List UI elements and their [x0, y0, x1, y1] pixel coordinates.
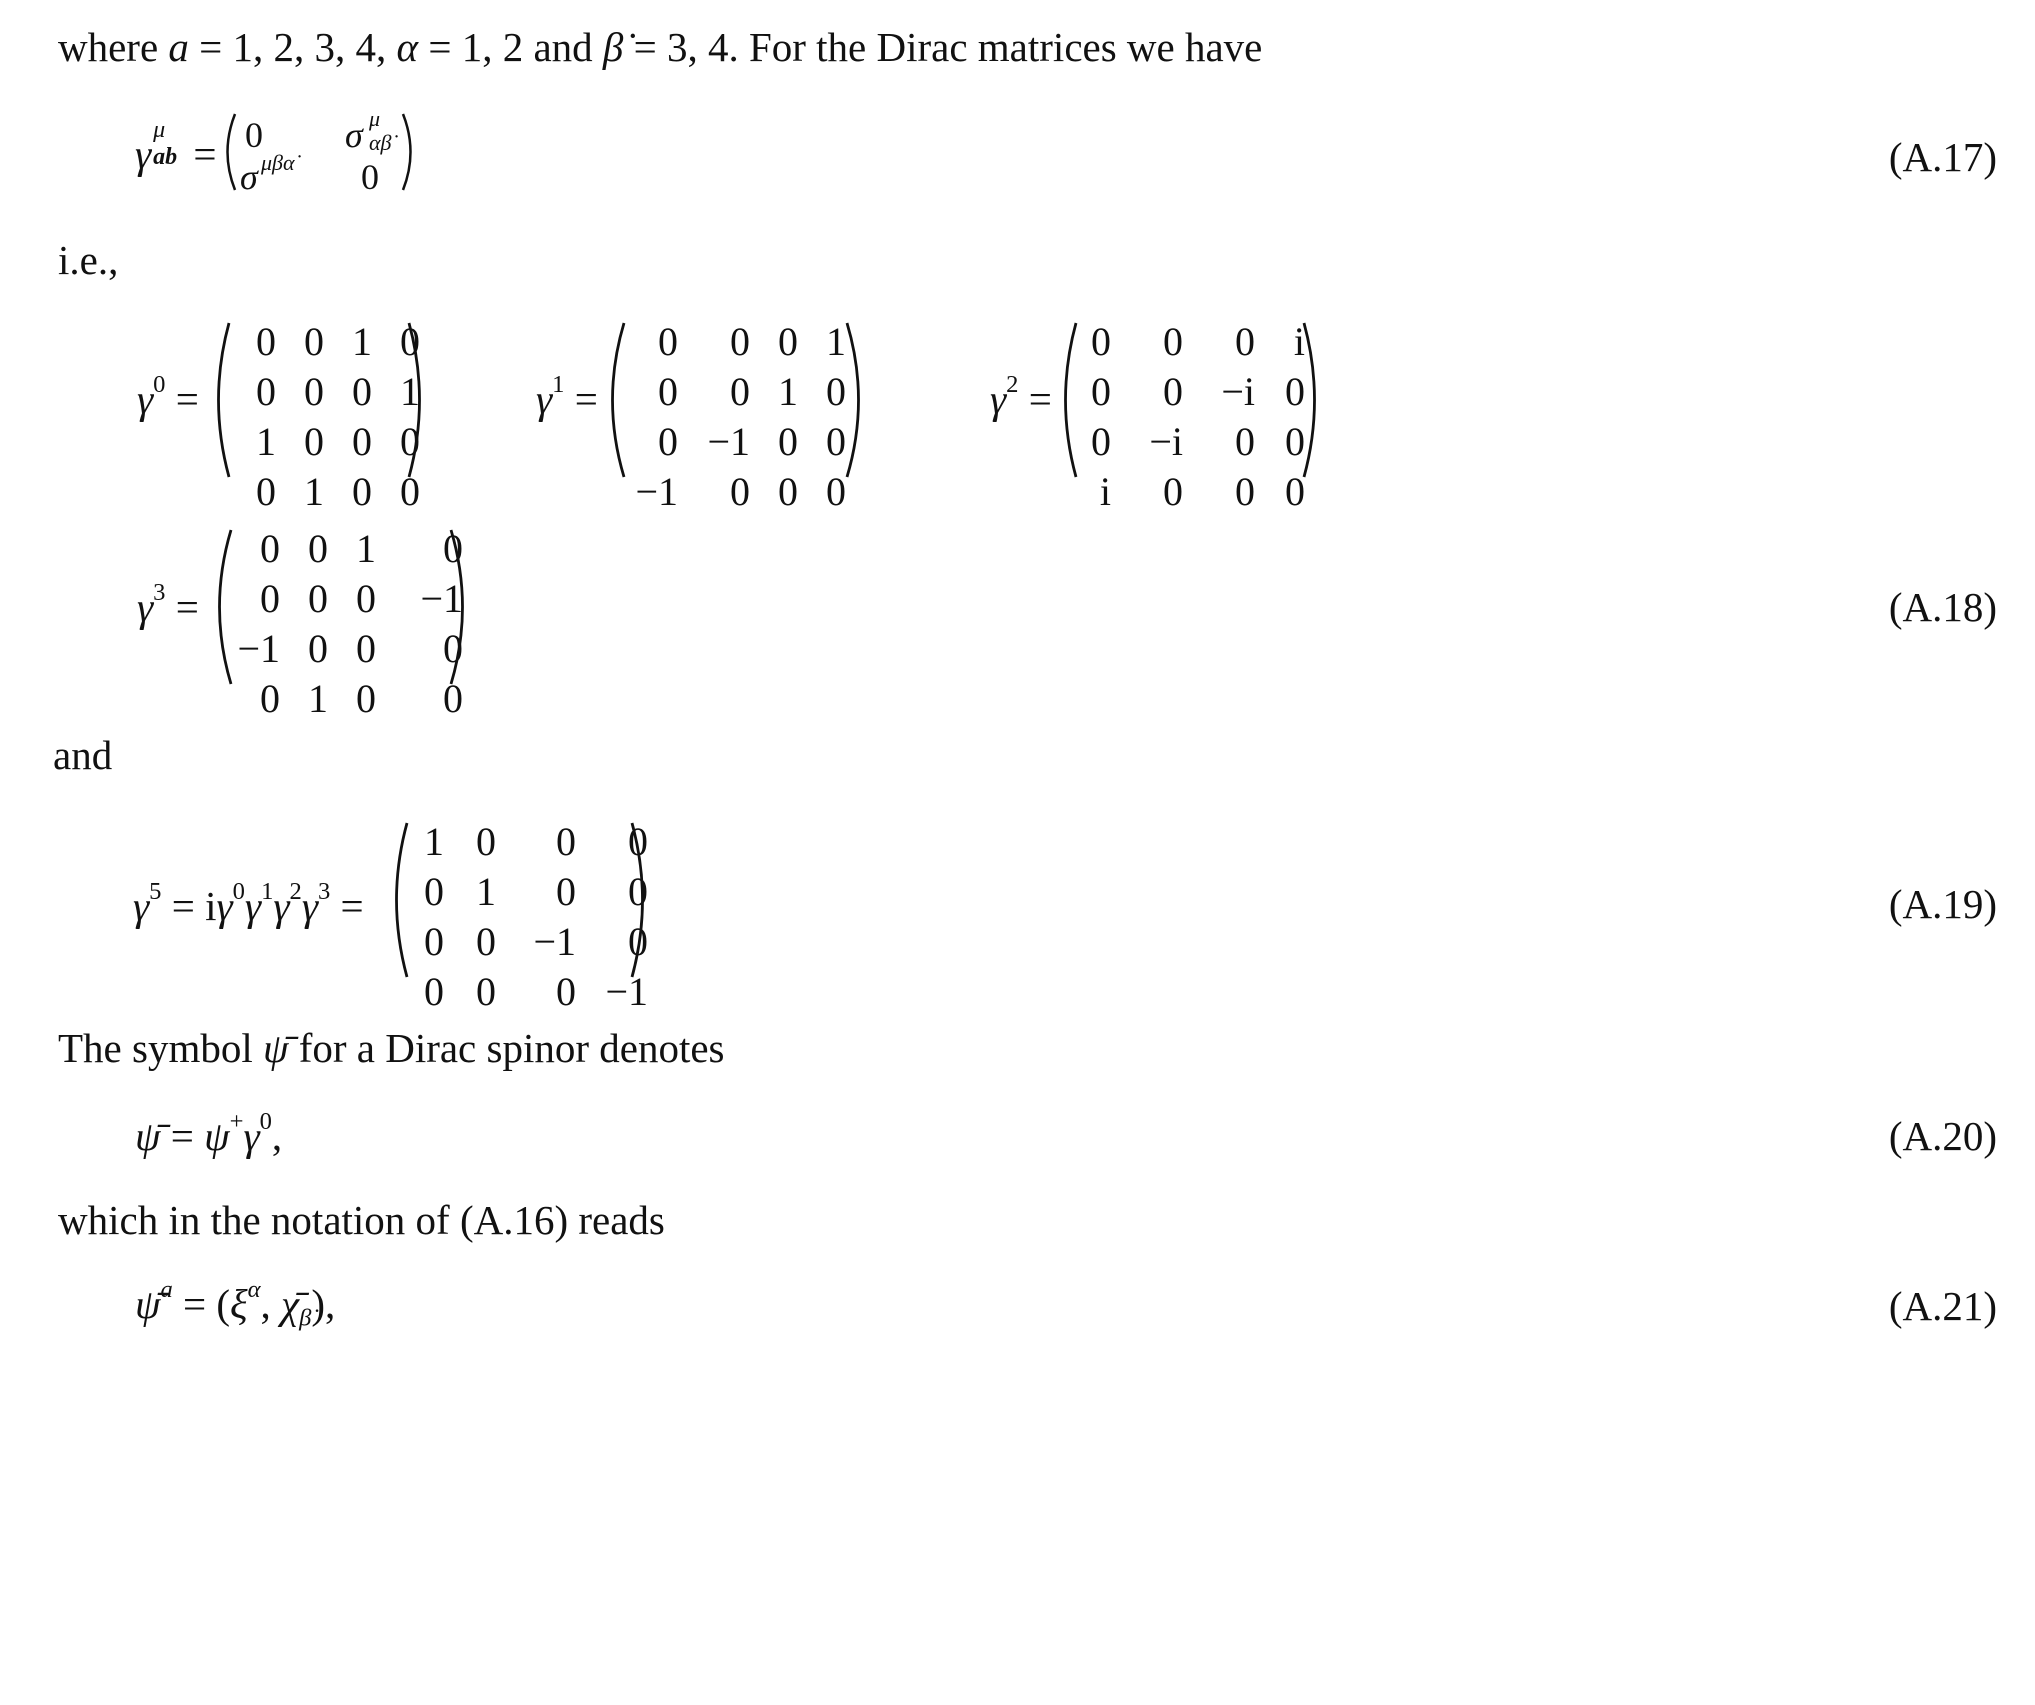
matrix-cell: i [1293, 319, 1305, 364]
matrix-cell: 0 [260, 576, 280, 621]
gamma3-matrix [228, 526, 463, 721]
and-text: and [53, 732, 113, 778]
equation-number-a19: (A.19) [1888, 881, 1997, 927]
matrix-cell: 0 [628, 819, 648, 864]
matrix-cell: 0 [424, 919, 444, 964]
matrix-cell: 0 [628, 919, 648, 964]
ie-text: i.e., [58, 237, 119, 283]
matrix-cell: 0 [1285, 419, 1305, 464]
gamma2-right-paren [1300, 320, 1328, 480]
matrix-cell: 0 [1285, 469, 1305, 514]
matrix-cell: 0 [256, 369, 276, 414]
matrix-cell: 0 [658, 319, 678, 364]
matrix-cell: 1 [400, 369, 420, 414]
matrix-cell: 0 [826, 369, 846, 414]
matrix-cell: i [1099, 469, 1111, 514]
intro-line: where a = 1, 2, 3, 4, α = 1, 2 and β̇ = 3, 4. For the Dirac matrices we have [58, 24, 1263, 70]
matrix-cell: 0 [730, 469, 750, 514]
matrix-cell: 0 [1235, 319, 1255, 364]
matrix-cell: −1 [605, 969, 648, 1014]
gamma1-left-paren [598, 320, 628, 480]
matrix-cell: 1 [826, 319, 846, 364]
equation-a17: γ μ ab = 0 σ μ αβ̇ σ μβα̇ 0 [135, 112, 435, 192]
matrix-cell: 0 [1285, 369, 1305, 414]
gamma2-label: $\gamma^2$ = [990, 371, 1052, 422]
matrix-cell: −i [1149, 419, 1183, 464]
matrix-cell: 0 [556, 969, 576, 1014]
equation-number-a21: (A.21) [1888, 1283, 1997, 1329]
matrix-cell: 0 [260, 676, 280, 721]
matrix-cell: 0 [352, 369, 372, 414]
matrix-cell: 0 [352, 469, 372, 514]
matrix-cell: 0 [304, 419, 324, 464]
matrix-cell: 0 [424, 869, 444, 914]
matrix-cell: 0 [476, 819, 496, 864]
matrix-cell: 0 [304, 319, 324, 364]
matrix-cell: 0 [356, 576, 376, 621]
matrix-cell: 0 [1235, 469, 1255, 514]
matrix-cell: 0 [778, 469, 798, 514]
matrix-cell: 0 [352, 419, 372, 464]
equation-a21: ψ̄$^a$ = ($\xi^\alpha$, $\chī_{\betȧ}$), [135, 1276, 336, 1332]
matrix-cell: 0 [826, 419, 846, 464]
matrix-cell: −1 [420, 576, 463, 621]
matrix-cell: 0 [1163, 319, 1183, 364]
matrix-cell: 0 [556, 869, 576, 914]
matrix-cell: 0 [1091, 369, 1111, 414]
gamma5-matrix [406, 819, 648, 1014]
equation-number-a18: (A.18) [1888, 584, 1997, 630]
equation-number-a20: (A.20) [1888, 1113, 1997, 1159]
matrix-cell: 0 [556, 819, 576, 864]
matrix-cell: 0 [443, 676, 463, 721]
matrix-cell: 0 [628, 869, 648, 914]
matrix-cell: 0 [658, 369, 678, 414]
matrix-cell: 0 [778, 419, 798, 464]
matrix-cell: 0 [308, 526, 328, 571]
matrix-cell: 0 [1091, 419, 1111, 464]
matrix-cell: 1 [256, 419, 276, 464]
matrix-cell: 0 [778, 319, 798, 364]
symbol-text: The symbol ψ̄ for a Dirac spinor denotes [58, 1025, 725, 1071]
equation-a20: ψ̄ = $\psi^+\gamma^0$, [135, 1108, 283, 1159]
equation-number-a17: (A.17) [1888, 134, 1997, 180]
gamma2-matrix [1076, 319, 1305, 514]
matrix-cell: 0 [308, 626, 328, 671]
gamma1-right-paren [843, 320, 873, 480]
matrix-cell: 0 [476, 969, 496, 1014]
gamma3-right-paren [447, 527, 477, 687]
matrix-cell: 0 [1091, 319, 1111, 364]
gamma5-right-paren [628, 820, 656, 980]
matrix-cell: 0 [304, 369, 324, 414]
which-text: which in the notation of (A.16) reads [58, 1197, 665, 1243]
gamma1-matrix [626, 319, 846, 514]
matrix-cell: 0 [256, 469, 276, 514]
matrix-cell: 0 [256, 319, 276, 364]
matrix-cell: 0 [400, 319, 420, 364]
matrix-cell: −1 [707, 419, 750, 464]
matrix-cell: 0 [260, 526, 280, 571]
matrix-cell: 0 [356, 676, 376, 721]
matrix-cell: −i [1221, 369, 1255, 414]
gamma5-label: $\gamma^5 = i\gamma^0\gamma^1\gamma^2\gamma^3$ = [133, 878, 364, 929]
matrix-cell: 0 [826, 469, 846, 514]
matrix-cell: −1 [533, 919, 576, 964]
matrix-cell: 1 [476, 869, 496, 914]
matrix-cell: 1 [308, 676, 328, 721]
matrix-cell: 0 [443, 526, 463, 571]
gamma0-matrix [228, 319, 420, 514]
matrix-cell: 0 [1163, 469, 1183, 514]
matrix-cell: 1 [304, 469, 324, 514]
matrix-cell: 1 [778, 369, 798, 414]
matrix-cell: 0 [308, 576, 328, 621]
matrix-cell: 1 [424, 819, 444, 864]
gamma1-label: $\gamma^1$ = [536, 371, 598, 422]
right-paren [399, 112, 421, 192]
gamma0-label: $\gamma^0$ = [137, 371, 199, 422]
matrix-cell: 0 [443, 626, 463, 671]
matrix-cell: 0 [424, 969, 444, 1014]
matrix-cell: −1 [635, 469, 678, 514]
matrix-cell: 0 [730, 319, 750, 364]
matrix-cell: 0 [356, 626, 376, 671]
matrix-cell: −1 [237, 626, 280, 671]
matrix-cell: 0 [400, 469, 420, 514]
matrix-cell: 0 [400, 419, 420, 464]
matrix-cell: 0 [1163, 369, 1183, 414]
matrix-cell: 1 [356, 526, 376, 571]
gamma3-label: $\gamma^3$ = [137, 579, 199, 630]
matrix-cell: 0 [658, 419, 678, 464]
matrix-cell: 0 [476, 919, 496, 964]
matrix-cell: 0 [730, 369, 750, 414]
matrix-cell: 1 [352, 319, 372, 364]
left-paren [217, 112, 239, 192]
gamma0-right-paren [405, 320, 433, 480]
matrix-cell: 0 [1235, 419, 1255, 464]
